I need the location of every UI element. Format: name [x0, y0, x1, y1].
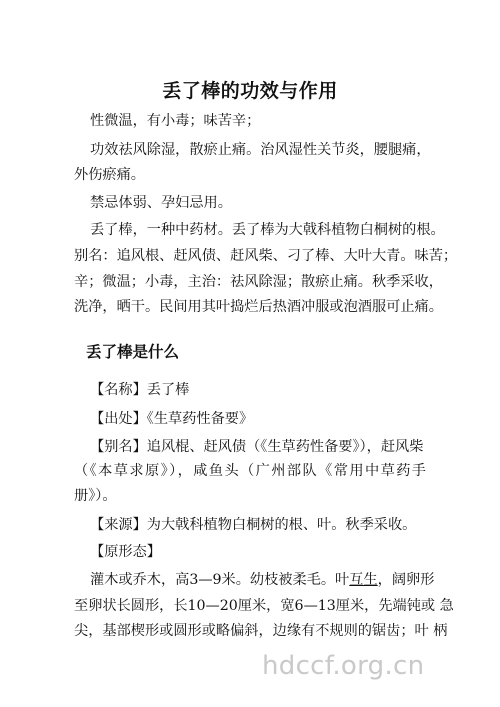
morphology-underlined-term: 互生: [349, 572, 378, 588]
section-heading: 丢了棒是什么: [86, 343, 180, 361]
efficacy-line-2: 外伤瘀痛。: [74, 167, 145, 183]
morphology-line-3: 尖，基部楔形或圆形或略偏斜，边缘有不规则的锯齿；叶 柄: [74, 623, 448, 639]
document-title: 丢了棒的功效与作用: [162, 80, 338, 102]
entry-alias-line-1: 【别名】追风棍、赶风债（《生草药性备要》），赶风柴: [90, 439, 424, 455]
morphology-line-2: 至卵状长圆形，长10—20厘米，宽6—13厘米，先端钝或 急: [74, 598, 454, 614]
entry-morphology-label: 【原形态】: [90, 544, 161, 560]
entry-alias-line-2: （《本草求原》），咸鱼头（广州部队《常用中草药手: [74, 463, 426, 479]
description-line-2: 别名：追风根、赶风债、赶风柴、刁了棒、大叶大青。味苦；: [74, 248, 458, 264]
efficacy-line-1: 功效祛风除湿，散瘀止痛。治风湿性关节炎，腰腿痛，: [90, 142, 431, 158]
entry-name: 【名称】丢了棒: [90, 382, 190, 398]
entry-origin: 【来源】为大戟科植物白桐树的根、叶。秋季采收。: [90, 517, 417, 533]
caution-line: 禁忌体弱、孕妇忌用。: [90, 195, 232, 211]
entry-alias-line-3: 册》）。: [74, 488, 117, 504]
morphology-line-1-start: 灌木或乔木，高3—9米。幼枝被柔毛。叶: [90, 572, 350, 588]
description-line-3: 辛；微温；小毒，主治：祛风除湿；散瘀止痛。秋季采收，: [74, 274, 443, 290]
entry-source: 【出处】《生草药性备要》: [90, 411, 254, 427]
nature-line: 性微温，有小毒；味苦辛；: [90, 113, 261, 129]
description-line-1: 丢了棒，一种中药材。丢了棒为大戟科植物白桐树的根。: [90, 222, 445, 238]
morphology-line-1-end: ，阔卵形: [377, 572, 435, 588]
morphology-line-1: [90, 571, 434, 589]
watermark: hdccf.org.cn: [262, 651, 425, 681]
description-line-4: 洗净，晒干。民间用其叶捣烂后热酒冲服或泡酒服可止痛。: [74, 299, 443, 315]
